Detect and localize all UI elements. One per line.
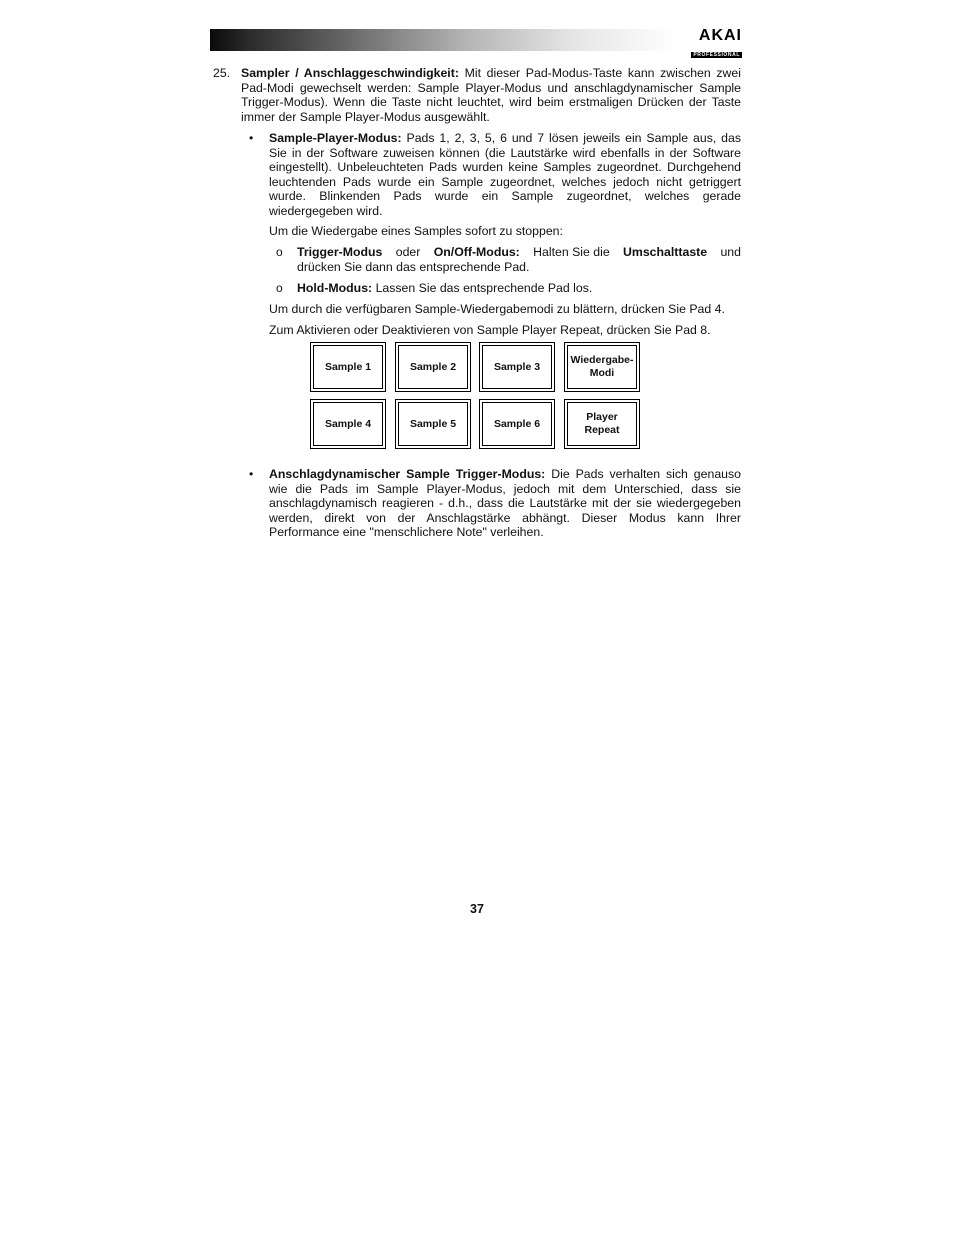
- bullet2-line-5: Performance eine "menschlichere Note" verleihen.: [269, 525, 544, 540]
- pad-grid: [310, 342, 644, 454]
- pad-3: Sample 3: [479, 342, 555, 392]
- item-line-2: Pad-Modi gewechselt werden: Sample Player-Modus und anschlagdynamischer Sample: [241, 80, 741, 95]
- logo-text: AKAI: [698, 27, 742, 44]
- item-title: Sampler / Anschlaggeschwindigkeit:: [241, 66, 459, 80]
- logo-subtext: PROFESSIONAL: [693, 52, 740, 58]
- bullet2-line-1: Anschlagdynamischer Sample Trigger-Modus: Die Pads verhalten sich genauso: [269, 467, 741, 481]
- note-pad4: Um durch die verfügbaren Sample-Wiedergabemodi zu blättern, drücken Sie Pad 4.: [269, 302, 725, 316]
- bullet2-line-2: wie die Pads im Sample Player-Modus, jedoch mit dem Unterschied, dass sie: [269, 481, 741, 496]
- bullet1-line-6: wiedergegeben wird.: [269, 204, 383, 218]
- pad-2: Sample 2: [395, 342, 471, 392]
- pad-4: Wiedergabe- Modi: [564, 342, 640, 392]
- item-line-3: Trigger-Modus). Wenn die Taste nicht leuchtet, wird beim erstmaligen Drücken der Taste: [241, 95, 741, 110]
- page-number: 37: [470, 902, 484, 916]
- stop-intro: Um die Wiedergabe eines Samples sofort zu stoppen:: [269, 224, 563, 238]
- pad-8: Player Repeat: [564, 399, 640, 449]
- sub-bullet-symbol: o: [276, 281, 283, 295]
- sub1-line-1: Trigger-Modus oder On/Off-Modus: Halten Sie die Umschalttaste und: [297, 245, 741, 259]
- pad-7: Sample 6: [479, 399, 555, 449]
- bullet2-line-4: werden, direkt von der Anschlagstärke abhängt. Dieser Modus kann Ihrer: [269, 510, 741, 525]
- bullet-symbol: •: [249, 131, 254, 145]
- bullet1-title: Sample-Player-Modus:: [269, 131, 402, 145]
- sub-bullet-symbol: o: [276, 245, 283, 259]
- pad-1: Sample 1: [310, 342, 386, 392]
- pad-6: Sample 5: [395, 399, 471, 449]
- bullet-symbol: •: [249, 467, 254, 481]
- sub1-line-2: drücken Sie dann das entsprechende Pad.: [297, 259, 530, 274]
- bullet1-line-5: wurde. Blinkenden Pads wurde ein Sample zugeordnet, welches gerade: [269, 189, 741, 204]
- bullet1-line-4: leuchtenden Pads wurde ein Sample zugeordnet, welches jedoch nicht getriggert: [269, 174, 741, 189]
- item-line-1: Sampler / Anschlaggeschwindigkeit: Mit dieser Pad-Modus-Taste kann zwischen zwei: [241, 66, 741, 80]
- sub2-line: Hold-Modus: Lassen Sie das entsprechende Pad los.: [297, 281, 593, 295]
- bullet2-line-3: anschlagdynamisch reagieren - d.h., dass die Lautstärke mit der sie wiedergegeben: [269, 496, 741, 511]
- item-number: 25.: [213, 66, 231, 80]
- note-pad8: Zum Aktivieren oder Deaktivieren von Sample Player Repeat, drücken Sie Pad 8.: [269, 323, 711, 337]
- bullet1-line-2: Sie in der Software zuweisen können (die Lautstärke wird ebenfalls in der Software: [269, 145, 741, 160]
- item-line-4: immer der Sample Player-Modus ausgewählt.: [241, 109, 490, 124]
- bullet1-line-1: Sample-Player-Modus: Pads 1, 2, 3, 5, 6 und 7 lösen jeweils ein Sample aus, das: [269, 131, 742, 145]
- pad-5: Sample 4: [310, 399, 386, 449]
- sub2-title: Hold-Modus:: [297, 281, 373, 295]
- bullet1-line-3: eingestellt). Unbeleuchteten Pads wurden keine Samples zugeordnet. Durchgehend: [269, 160, 741, 175]
- header-gradient-bar: [210, 29, 678, 51]
- bullet2-title: Anschlagdynamischer Sample Trigger-Modus:: [269, 467, 546, 481]
- akai-logo: [682, 27, 742, 58]
